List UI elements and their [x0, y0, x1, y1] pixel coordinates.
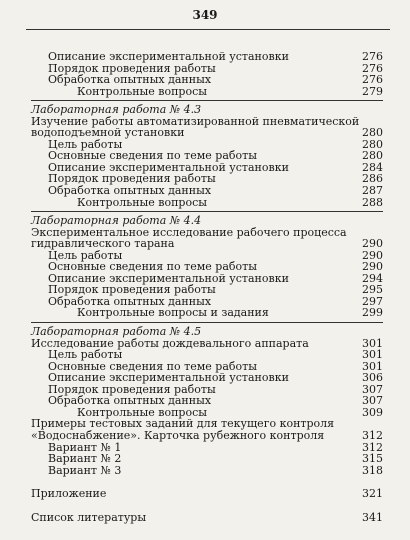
- page-ref: 341: [362, 510, 383, 524]
- toc-entry-label: Порядок проведения работы: [48, 283, 216, 297]
- page-ref: 321: [362, 487, 383, 501]
- header-rule: [26, 29, 390, 30]
- toc-entry-references: Список литературы 341: [31, 510, 383, 524]
- page-ref: 287: [362, 184, 383, 198]
- lab-heading: Лабораторная работа № 4.4: [31, 214, 202, 228]
- page-ref: 307: [362, 394, 383, 408]
- toc-entry-label: Описание экспериментальной установки: [48, 160, 289, 174]
- toc-entry-label: Порядок проведения работы: [48, 61, 216, 75]
- page-ref: 284: [362, 160, 383, 174]
- page-ref: 297: [362, 294, 383, 308]
- page-ref: 294: [362, 271, 383, 285]
- toc-entry: [0, 307, 410, 319]
- toc-entry-label: Обработка опытных данных: [48, 184, 212, 198]
- toc-entry-label: Обработка опытных данных: [48, 294, 212, 308]
- toc-entry: «Водоснабжение». Карточка рубежного контроля 312: [31, 428, 383, 442]
- lab-heading: Лабораторная работа № 4.5: [31, 325, 202, 339]
- page-ref: 312: [362, 428, 383, 442]
- section-divider: [31, 100, 383, 101]
- lab-title: Изучение работы автоматизированной пневматической: [31, 114, 360, 128]
- page-ref: 301: [362, 348, 383, 362]
- toc-entry: водоподъемной установки 280: [31, 126, 383, 140]
- toc-entry-label: Описание экспериментальной установки: [48, 371, 289, 385]
- section-divider: [31, 322, 383, 323]
- toc-entry-appendix: Приложение 321: [31, 487, 383, 501]
- page-ref: 315: [362, 452, 383, 466]
- page-ref: 290: [362, 237, 383, 251]
- toc-entry-label: Порядок проведения работы: [48, 172, 216, 186]
- toc-entry: [0, 453, 410, 465]
- page-ref: 276: [362, 50, 383, 63]
- toc-entry-label: Обработка опытных данных: [48, 394, 212, 408]
- page-ref: 286: [362, 172, 383, 186]
- page-ref: 306: [362, 371, 383, 385]
- toc-entry: [0, 185, 410, 197]
- page-ref: 301: [362, 359, 383, 373]
- toc-entry-label: Вариант № 3: [48, 463, 122, 477]
- lab-title: Экспериментальное исследование рабочего процесса: [31, 225, 347, 239]
- page-ref: 290: [362, 260, 383, 274]
- toc-entry: [0, 86, 410, 98]
- page-ref: 280: [362, 126, 383, 140]
- page-ref: 276: [362, 61, 383, 75]
- toc-entry-label: Основные сведения по теме работы: [48, 149, 257, 163]
- toc-entry: [0, 74, 410, 86]
- page-ref: 318: [362, 463, 383, 477]
- page-ref: 279: [362, 84, 383, 98]
- toc-entry: гидравлического тарана 290: [31, 237, 383, 251]
- page-ref: 295: [362, 283, 383, 297]
- toc-entry-label: Основные сведения по теме работы: [48, 359, 257, 373]
- toc-entry-label: Цель работы: [48, 348, 123, 362]
- page-ref: 276: [362, 73, 383, 87]
- page-ref: 299: [362, 306, 383, 320]
- toc-entry-label: Контрольные вопросы: [77, 195, 208, 209]
- toc-entry-label: Обработка опытных данных: [48, 73, 212, 87]
- toc-tests-items: [0, 442, 410, 477]
- page-number: 349: [192, 8, 218, 22]
- page-ref: 309: [362, 405, 383, 419]
- toc-lab44-items: [0, 250, 410, 319]
- toc-entry: Примеры тестовых заданий для текущего контроля: [31, 417, 335, 431]
- toc-entry: [0, 349, 410, 361]
- toc-entry-label: Порядок проведения работы: [48, 382, 216, 396]
- toc-entry-label: Контрольные вопросы: [77, 405, 208, 419]
- page-ref: 307: [362, 382, 383, 396]
- toc-entry-label: Описание экспериментальной установки: [48, 271, 289, 285]
- toc-entry: Исследование работы дождевального аппарата 301: [31, 336, 383, 350]
- toc-entry-label: Цель работы: [48, 137, 123, 151]
- toc-entry: [0, 465, 410, 477]
- toc-lab43-items: [0, 139, 410, 208]
- toc-intro-group: [0, 51, 410, 97]
- section-divider: [31, 211, 383, 212]
- toc-lab45-items: [0, 349, 410, 418]
- page-ref: 290: [362, 248, 383, 262]
- toc-entry-label: Описание экспериментальной установки: [48, 50, 289, 63]
- table-of-contents: [0, 51, 410, 523]
- toc-entry-label: Вариант № 2: [48, 452, 122, 466]
- page-ref: 280: [362, 137, 383, 151]
- toc-entry: [0, 197, 410, 209]
- lab-heading: Лабораторная работа № 4.3: [31, 103, 202, 117]
- toc-entry: [0, 51, 410, 63]
- toc-entry-label: Контрольные вопросы: [77, 84, 208, 98]
- toc-entry-label: Основные сведения по теме работы: [48, 260, 257, 274]
- toc-entry-label: Цель работы: [48, 248, 123, 262]
- page-ref: 301: [362, 336, 383, 350]
- page-ref: 312: [362, 440, 383, 454]
- page-ref: 288: [362, 195, 383, 209]
- page-ref: 280: [362, 149, 383, 163]
- toc-entry-label: Вариант № 1: [48, 440, 122, 454]
- toc-entry-label: Контрольные вопросы и задания: [77, 306, 269, 320]
